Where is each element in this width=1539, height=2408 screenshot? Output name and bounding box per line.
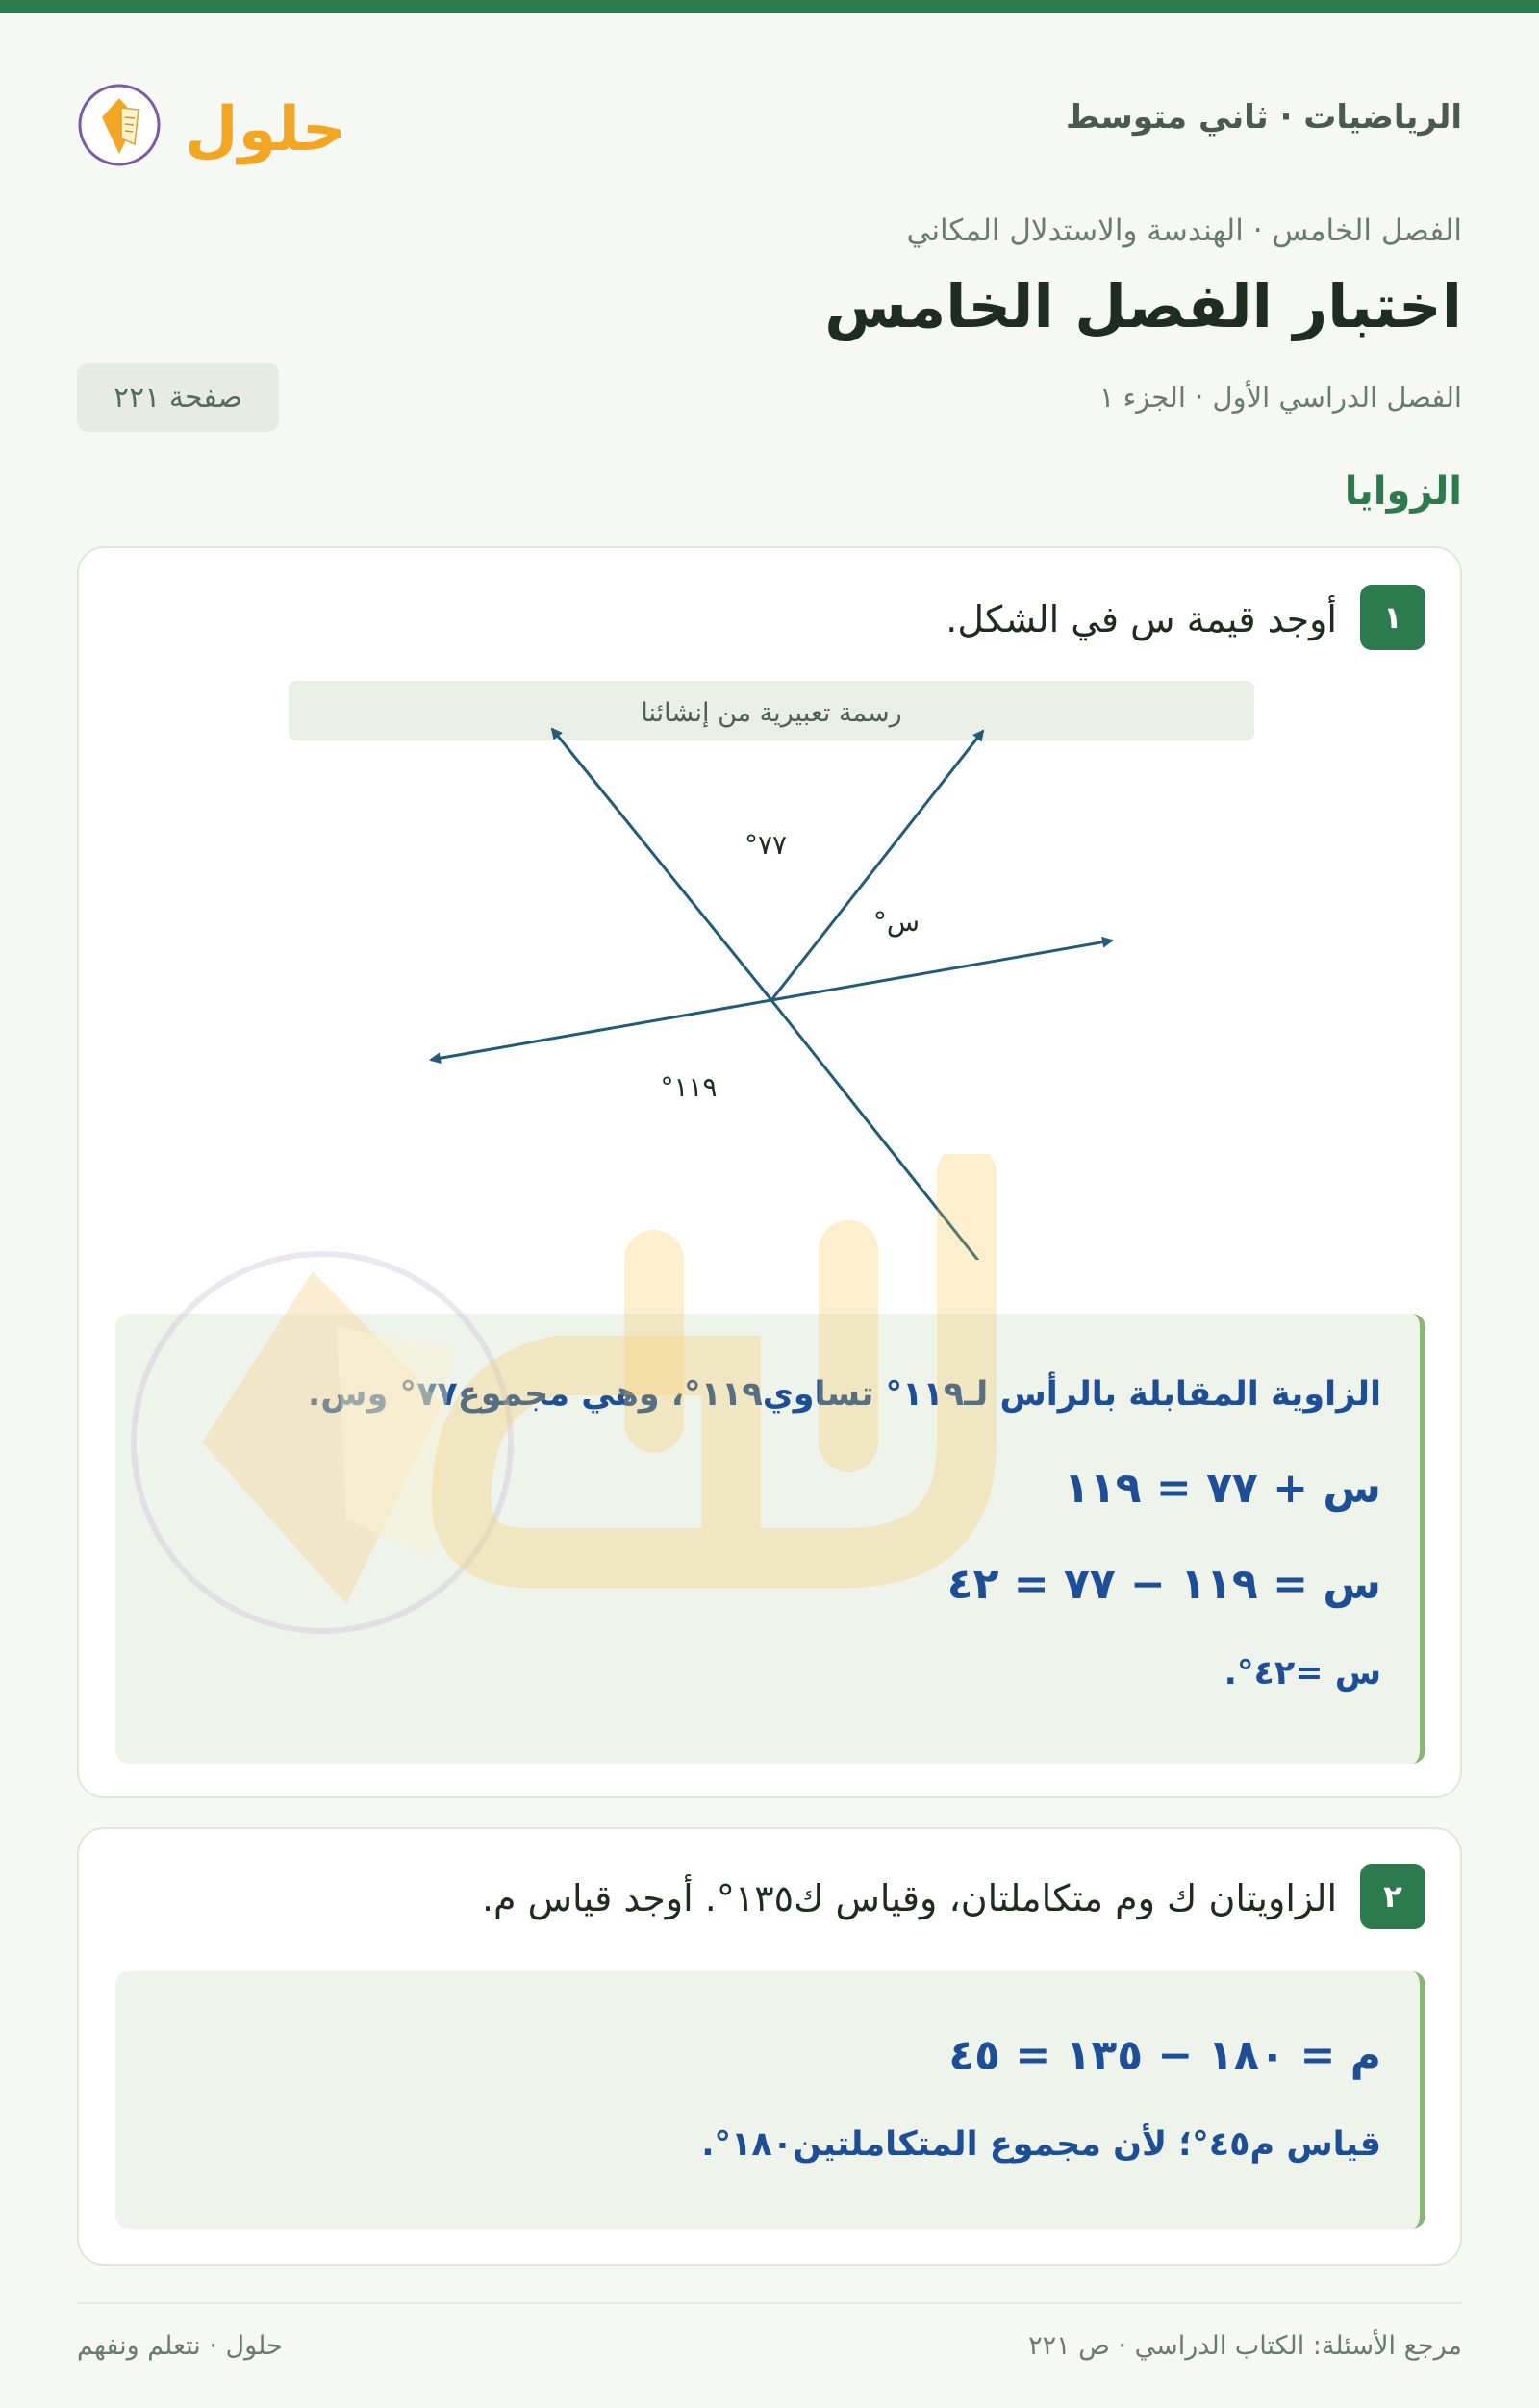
solution-box-1	[115, 1314, 1425, 1764]
logo-wordmark: حلول	[185, 94, 346, 165]
brand-logo[interactable]	[77, 58, 366, 192]
question-number-badge: ٢	[1360, 1864, 1425, 1929]
angle-diagram	[79, 548, 1464, 1260]
question-card-1	[77, 546, 1462, 1798]
chapter-subtitle: الفصل الخامس · الهندسة والاستدلال المكاني	[906, 213, 1462, 248]
solution-box-2	[115, 1971, 1425, 2229]
angle-label-x: س°	[872, 906, 921, 938]
line-lower-right-ray	[771, 1000, 987, 1260]
page-title: اختبار الفصل الخامس	[824, 271, 1462, 341]
question-card-2	[77, 1827, 1462, 2266]
term-info: الفصل الدراسي الأول · الجزء ١	[1098, 381, 1462, 414]
subject-grade: الرياضيات · ثاني متوسط	[1066, 98, 1462, 137]
line-right-ray	[771, 941, 1112, 1000]
footer-divider	[77, 2302, 1462, 2304]
solution-line: م = ١٨٠ − ١٣٥ = ٤٥	[948, 2031, 1381, 2080]
solution-line: س =٤٢°.	[1224, 1654, 1381, 1693]
question-number-badge: ١	[1360, 585, 1425, 650]
solution-line: قياس م٤٥°؛ لأن مجموع المتكاملتين١٨٠°.	[701, 2125, 1381, 2164]
footer-reference: مرجع الأسئلة: الكتاب الدراسي · ص ٢٢١	[1028, 2331, 1462, 2361]
solution-line: س + ٧٧ = ١١٩	[1063, 1464, 1381, 1513]
angle-label-77: ٧٧°	[744, 829, 788, 861]
line-upper-right-ray	[771, 731, 983, 1000]
section-title: الزوايا	[1344, 469, 1462, 514]
figure-caption: رسمة تعبيرية من إنشائنا	[641, 698, 902, 728]
question-text: الزاويتان ك وم متكاملتان، وقياس ك١٣٥°. أوجد قياس م.	[481, 1877, 1337, 1919]
page-number-badge: صفحة ٢٢١	[77, 363, 279, 432]
top-accent-bar	[0, 0, 1539, 13]
page-header	[77, 58, 1462, 192]
solution-line: الزاوية المقابلة بالرأس لـ١١٩° تساوي١١٩°، وهي مجموع٧٧° وس.	[308, 1375, 1381, 1414]
footer-tagline[interactable]: حلول · نتعلم ونفهم	[77, 2331, 283, 2361]
solution-line: س = ١١٩ − ٧٧ = ٤٢	[946, 1560, 1381, 1609]
angle-label-119: ١١٩°	[660, 1071, 718, 1103]
line-upper-left-ray	[552, 729, 771, 1000]
question-text: أوجد قيمة س في الشكل.	[946, 598, 1337, 640]
line-left-ray	[431, 1000, 771, 1060]
